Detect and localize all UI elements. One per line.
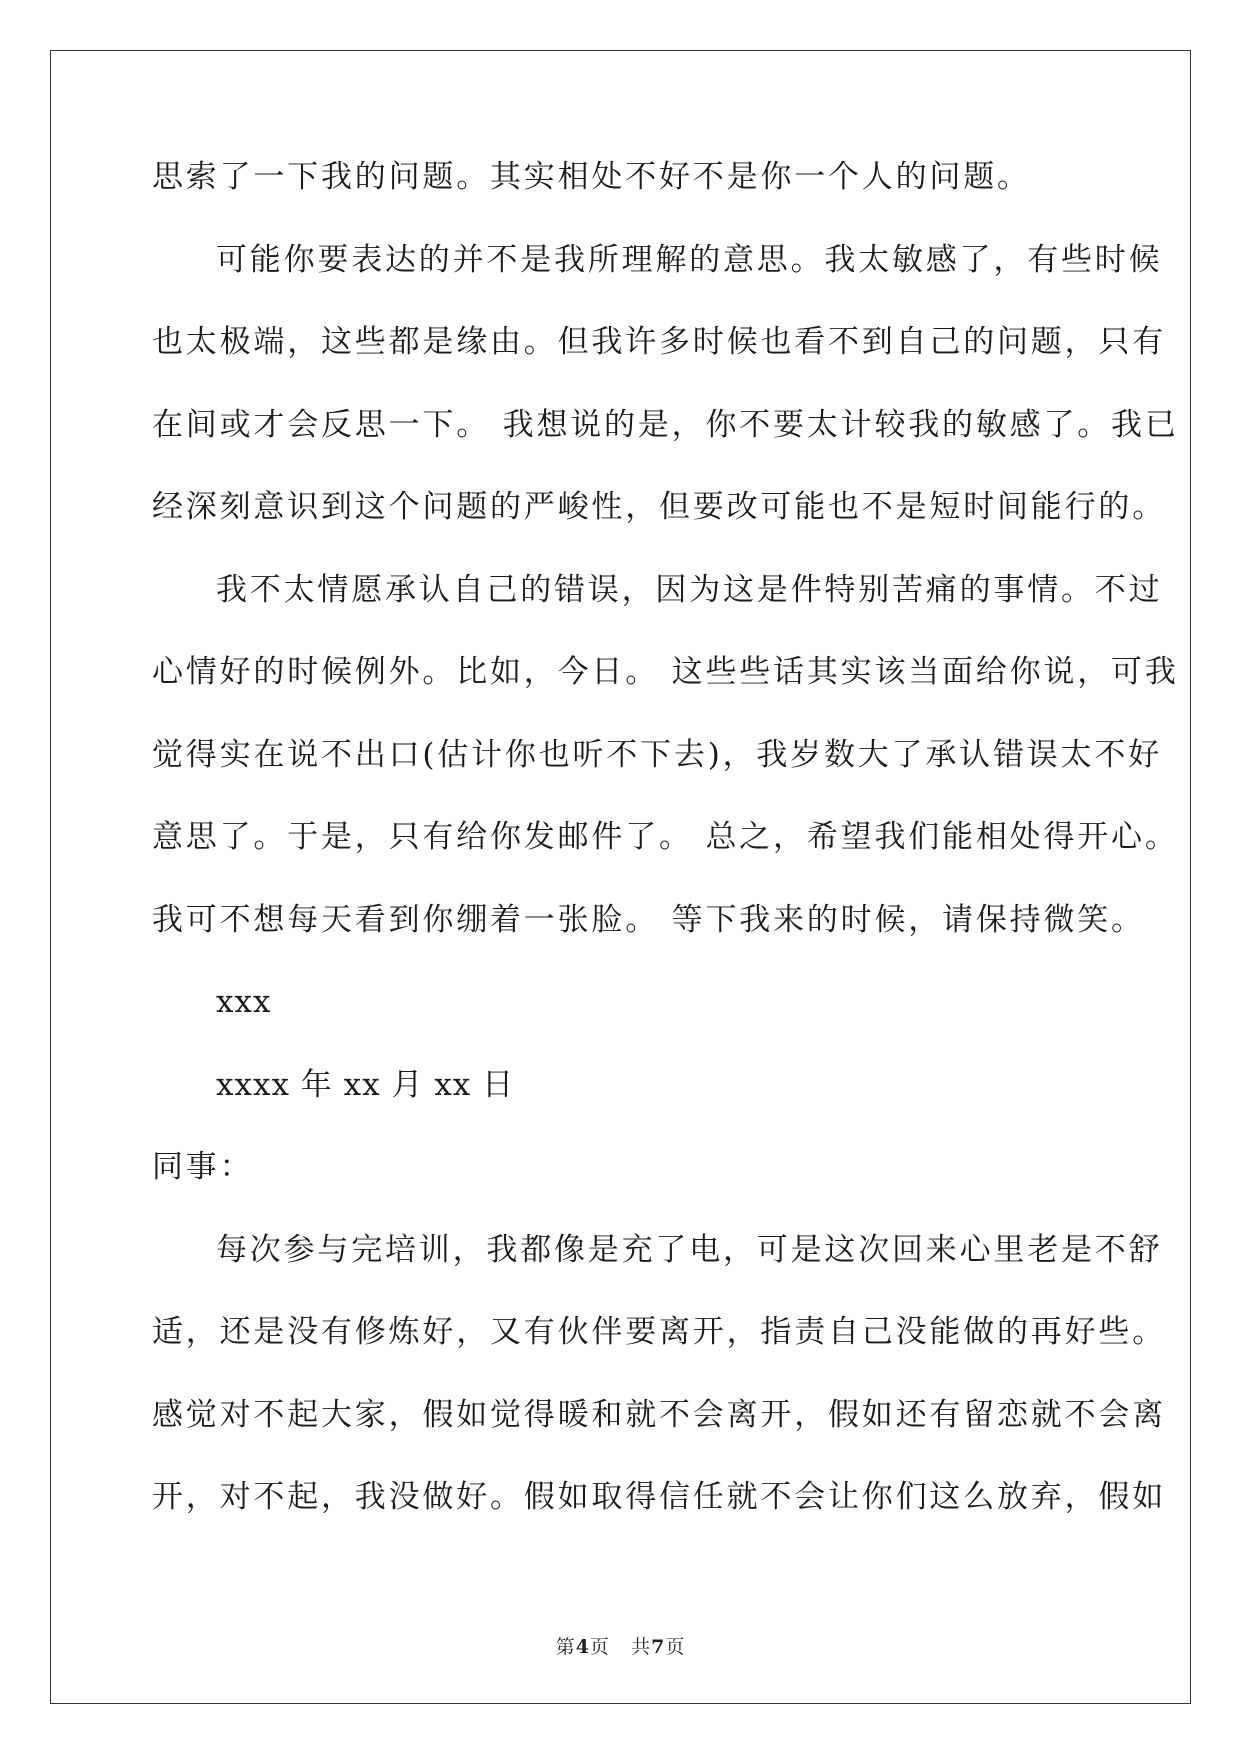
paragraph-line: 经深刻意识到这个问题的严峻性，但要改可能也不是短时间能行的。 xyxy=(152,489,1166,525)
footer-prefix: 第 xyxy=(555,1636,576,1658)
paragraph-line: 适，还是没有修炼好，又有伙伴要离开，指责自己没能做的再好些。 xyxy=(152,1314,1166,1350)
paragraph-line: 思索了一下我的问题。其实相处不好不是你一个人的问题。 xyxy=(152,159,1031,195)
page-footer xyxy=(0,1632,1241,1659)
salutation: 同事： xyxy=(152,1149,254,1185)
signature-name: xxx xyxy=(216,984,272,1020)
paragraph-line: 我可不想每天看到你绷着一张脸。 等下我来的时候，请保持微笑。 xyxy=(152,901,1145,938)
current-page-number: 4 xyxy=(575,1636,590,1658)
paragraph-line: 每次参与完培训，我都像是充了电，可是这次回来心里老是不舒 xyxy=(216,1231,1163,1268)
total-page-count: 7 xyxy=(651,1636,666,1658)
paragraph-line: 意思了。于是，只有给你发邮件了。 总之，希望我们能相处得开心。 xyxy=(152,819,1179,855)
signature-date: xxxx 年 xx 月 xx 日 xyxy=(216,1066,515,1103)
paragraph-line: 也太极端，这些都是缘由。但我许多时候也看不到自己的问题，只有 xyxy=(152,324,1166,360)
paragraph-line: 可能你要表达的并不是我所理解的意思。我太敏感了，有些时候 xyxy=(216,241,1163,278)
footer-total-prefix: 共 xyxy=(631,1636,652,1658)
paragraph-line: 感觉对不起大家，假如觉得暖和就不会离开，假如还有留恋就不会离 xyxy=(152,1396,1166,1433)
footer-total-suffix: 页 xyxy=(665,1636,686,1658)
paragraph-line: 心情好的时候例外。比如，今日。 这些些话其实该当面给你说，可我 xyxy=(152,654,1179,690)
document-body xyxy=(152,157,1179,1560)
footer-page-suffix: 页 xyxy=(589,1636,610,1658)
paragraph-line: 我不太情愿承认自己的错误，因为这是件特别苦痛的事情。不过 xyxy=(216,571,1163,608)
paragraph-line: 开，对不起，我没做好。假如取得信任就不会让你们这么放弃，假如 xyxy=(152,1479,1166,1515)
paragraph-line: 在间或才会反思一下。 我想说的是，你不要太计较我的敏感了。我已 xyxy=(152,406,1179,443)
paragraph-line: 觉得实在说不出口(估计你也听不下去)，我岁数大了承认错误太不好 xyxy=(152,736,1162,773)
